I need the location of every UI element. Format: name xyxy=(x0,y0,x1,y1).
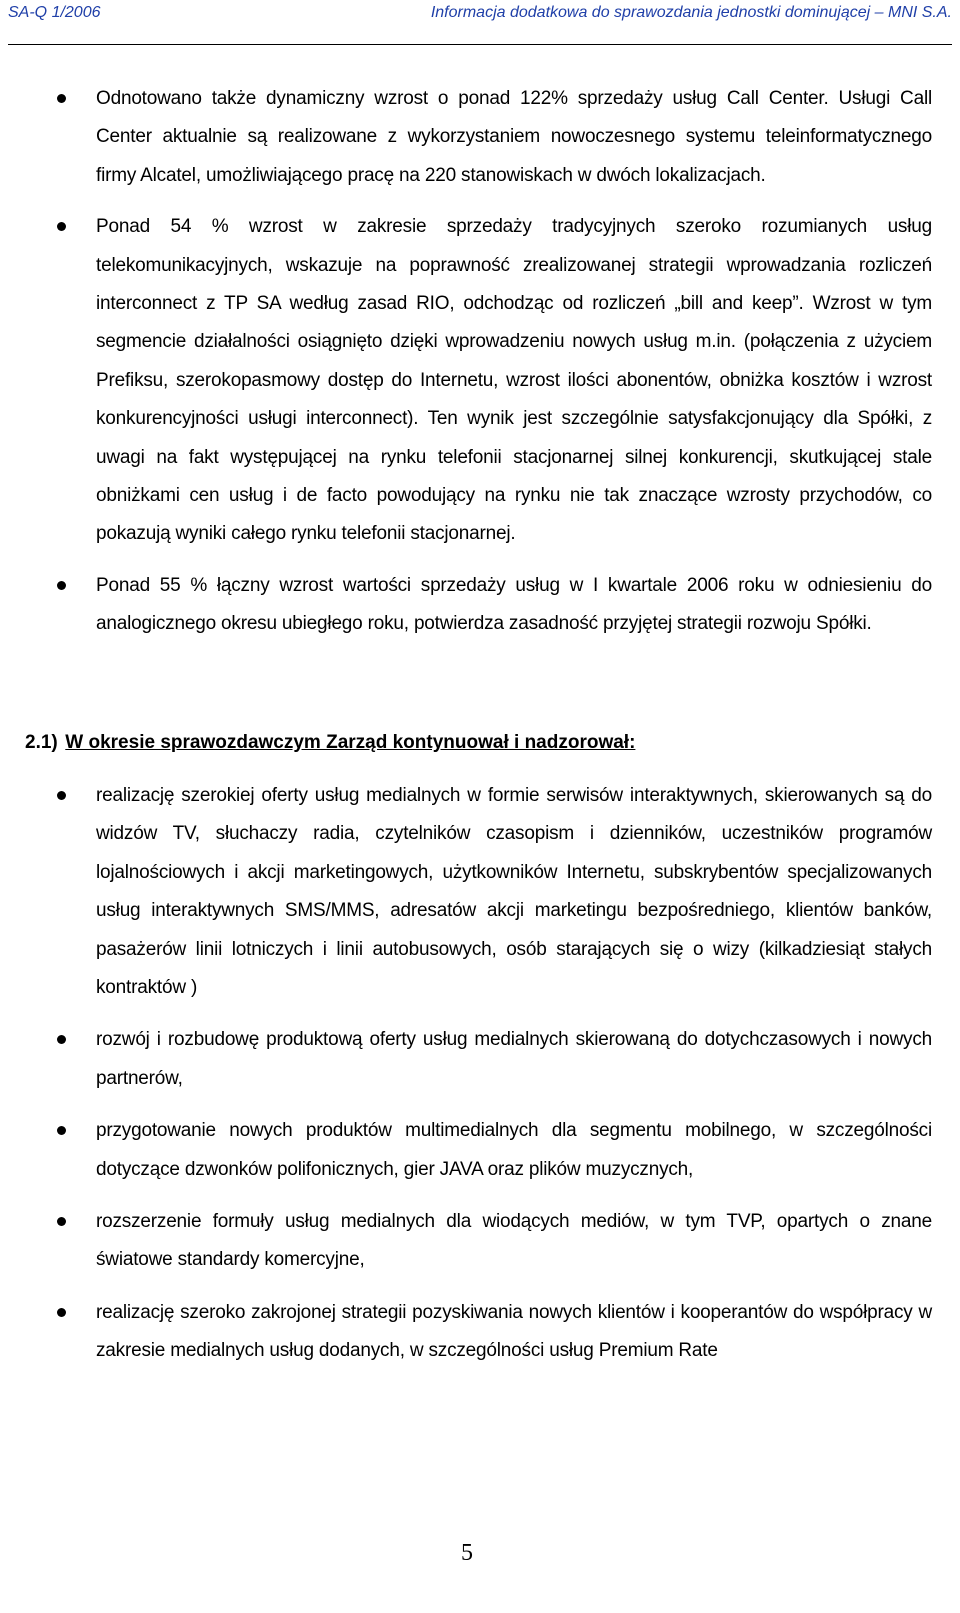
list-item-text: rozwój i rozbudowę produktową oferty usług medialnych skierowaną do dotychczasowych i nowych partnerów, xyxy=(96,1029,932,1089)
list-item xyxy=(0,80,960,195)
page-number: 5 xyxy=(461,1540,473,1566)
list-item xyxy=(0,1203,960,1280)
section-title: W okresie sprawozdawczym Zarząd kontynuował i nadzorował: xyxy=(65,732,636,753)
results-bullet-list xyxy=(0,80,960,657)
list-item-text: Ponad 55 % łączny wzrost wartości sprzedaży usług w I kwartale 2006 roku w odniesieniu do analogicznego okresu ubiegłego roku, potwierdza zasadność przyjętej strategii rozwoju Spółki. xyxy=(96,574,932,635)
list-item xyxy=(0,1112,960,1189)
bullet-icon xyxy=(57,581,66,590)
list-item-text: przygotowanie nowych produktów multimedialnych dla segmentu mobilnego, w szczególności dotyczące dzwonków polifonicznych, gier JAVA oraz plików muzycznych, xyxy=(96,1120,932,1180)
list-item-text: Ponad 54 % wzrost w zakresie sprzedaży tradycyjnych szeroko rozumianych usług telekomunikacyjnych, wskazuje na poprawność zrealizowanej strategii wprowadzania rozliczeń interconnect z TP SA według zasad RIO, odchodząc od rozliczeń „bill and keep”. Wzrost w tym segmencie działalności osiągnięto dzięki wprowadzeniu nowych usług m.in. (połączenia z użyciem Prefiksu, szerokopasmowy dostęp do Internetu, wzrost ilości abonentów, obniżka kosztów i wzrost konkurencyjności usługi interconnect). Ten wynik jest szczególnie satysfakcjonujący dla Spółki, z uwagi na fakt występującej na rynku telefonii stacjonarnej silnej konkurencji, skutkującej stale obniżkami cen usług i de facto powodujący na rynku nie tak znaczące wzrosty przychodów, co pokazują wyniki całego rynku telefonii stacjonarnej. xyxy=(96,216,932,545)
list-item xyxy=(0,777,960,1007)
list-item xyxy=(0,1294,960,1371)
bullet-icon xyxy=(57,791,66,800)
list-item xyxy=(0,208,960,554)
bullet-icon xyxy=(57,222,66,231)
bullet-icon xyxy=(57,1217,66,1226)
list-item xyxy=(0,1021,960,1098)
section-heading xyxy=(25,724,635,762)
section-number: 2.1) xyxy=(25,732,58,753)
list-item-text: Odnotowano także dynamiczny wzrost o ponad 122% sprzedaży usług Call Center. Usługi Call Center aktualnie są realizowane z wykorzystaniem nowoczesnego systemu teleinformatycznego firmy Alcatel, umożliwiającego pracę na 220 stanowiskach w dwóch lokalizacjach. xyxy=(96,88,932,186)
bullet-icon xyxy=(57,1308,66,1317)
bullet-icon xyxy=(57,1035,66,1044)
activities-bullet-list xyxy=(0,777,960,1385)
bullet-icon xyxy=(57,94,66,103)
list-item-text: realizację szerokiej oferty usług medialnych w formie serwisów interaktywnych, skierowanych są do widzów TV, słuchaczy radia, czytelników czasopism i dzienników, uczestników programów lojalnościowych i akcji marketingowych, użytkowników Internetu, subskrybentów specjalizowanych usług interaktywnych SMS/MMS, adresatów akcji marketingu bezpośredniego, klientów banków, pasażerów linii lotniczych i linii autobusowych, osób starających się o wizy (kilkadziesiąt stałych kontraktów ) xyxy=(96,785,932,999)
header-document-title: Informacja dodatkowa do sprawozdania jednostki dominującej – MNI S.A. xyxy=(430,4,952,21)
header-document-id: SA-Q 1/2006 xyxy=(8,4,101,21)
list-item-text: realizację szeroko zakrojonej strategii pozyskiwania nowych klientów i kooperantów do współpracy w zakresie medialnych usług dodanych, w szczególności usług Premium Rate xyxy=(96,1301,932,1362)
list-item xyxy=(0,567,960,644)
bullet-icon xyxy=(57,1126,66,1135)
list-item-text: rozszerzenie formuły usług medialnych dla wiodących mediów, w tym TVP, opartych o znane światowe standardy komercyjne, xyxy=(96,1211,932,1271)
page-header xyxy=(8,4,952,45)
